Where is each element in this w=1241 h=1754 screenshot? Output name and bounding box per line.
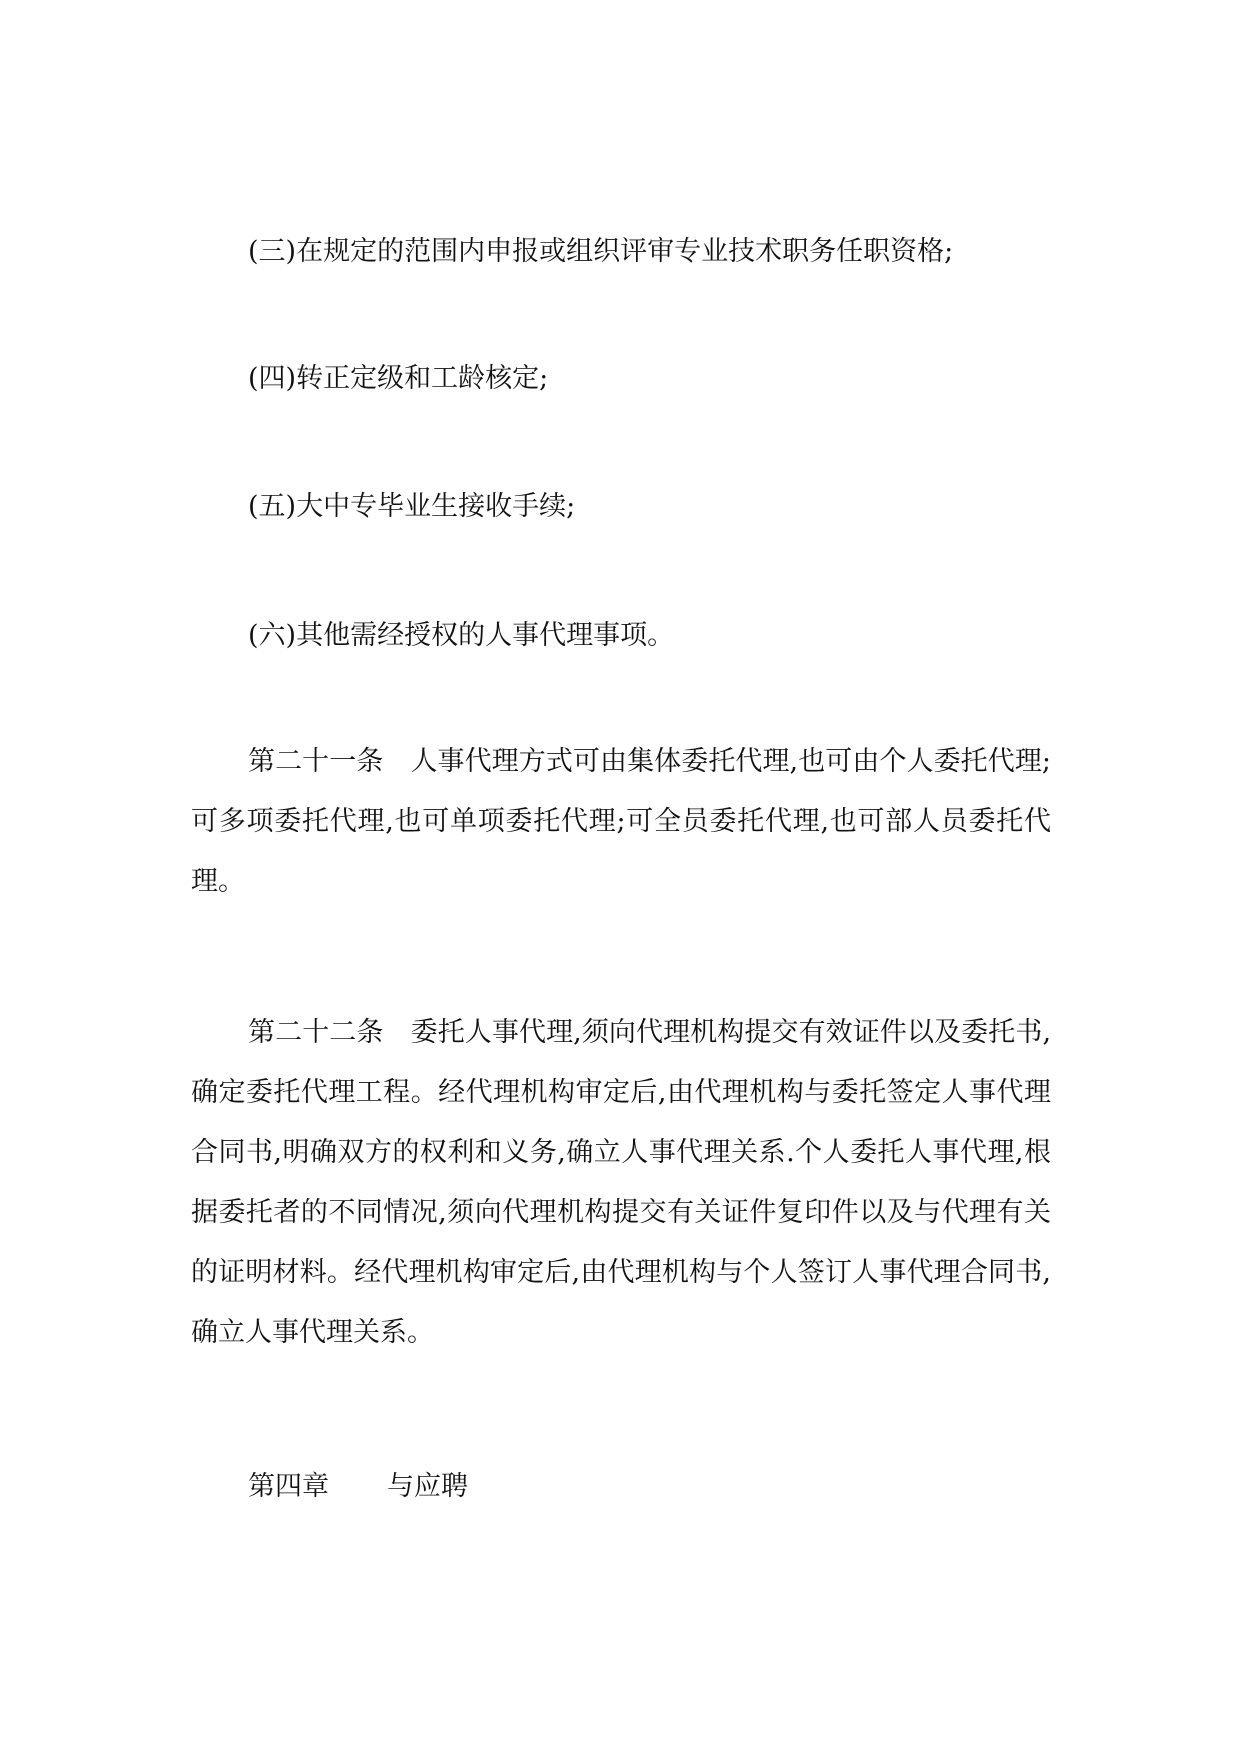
article-22 [191, 1003, 1051, 1363]
article-21-heading: 第二十一条 [248, 746, 384, 777]
chapter-number: 第四章 [248, 1471, 329, 1502]
article-22-heading: 第二十二条 [248, 1017, 384, 1048]
list-item-3: (三)在规定的范围内申报或组织评审专业技术职务任职资格; [248, 236, 954, 267]
list-item-5: (五)大中专毕业生接收手续; [248, 491, 576, 522]
chapter-4-heading [191, 1457, 1051, 1517]
article-22-body: 委托人事代理,须向代理机构提交有效证件以及委托书,确定委托代理工程。经代理机构审定后,由代理机构与委托签定人事代理合同书,明确双方的权利和义务,确立人事代理关系.个人委托人事代理,根据委托者的不同情况,须向代理机构提交有关证件复印件以及与代理有关的证明材料。经代理机构审定后,由代理机构与个人签订人事代理合同书,确立人事代理关系。 [191, 1017, 1052, 1348]
chapter-title: 与应聘 [387, 1471, 468, 1502]
article-21-body: 人事代理方式可由集体委托代理,也可由个人委托代理;可多项委托代理,也可单项委托代理;可全员委托代理,也可部人员委托代理。 [191, 746, 1051, 897]
list-item-4: (四)转正定级和工龄核定; [248, 363, 549, 394]
article-21 [191, 732, 1051, 912]
list-item-6: (六)其他需经授权的人事代理事项。 [248, 620, 675, 651]
